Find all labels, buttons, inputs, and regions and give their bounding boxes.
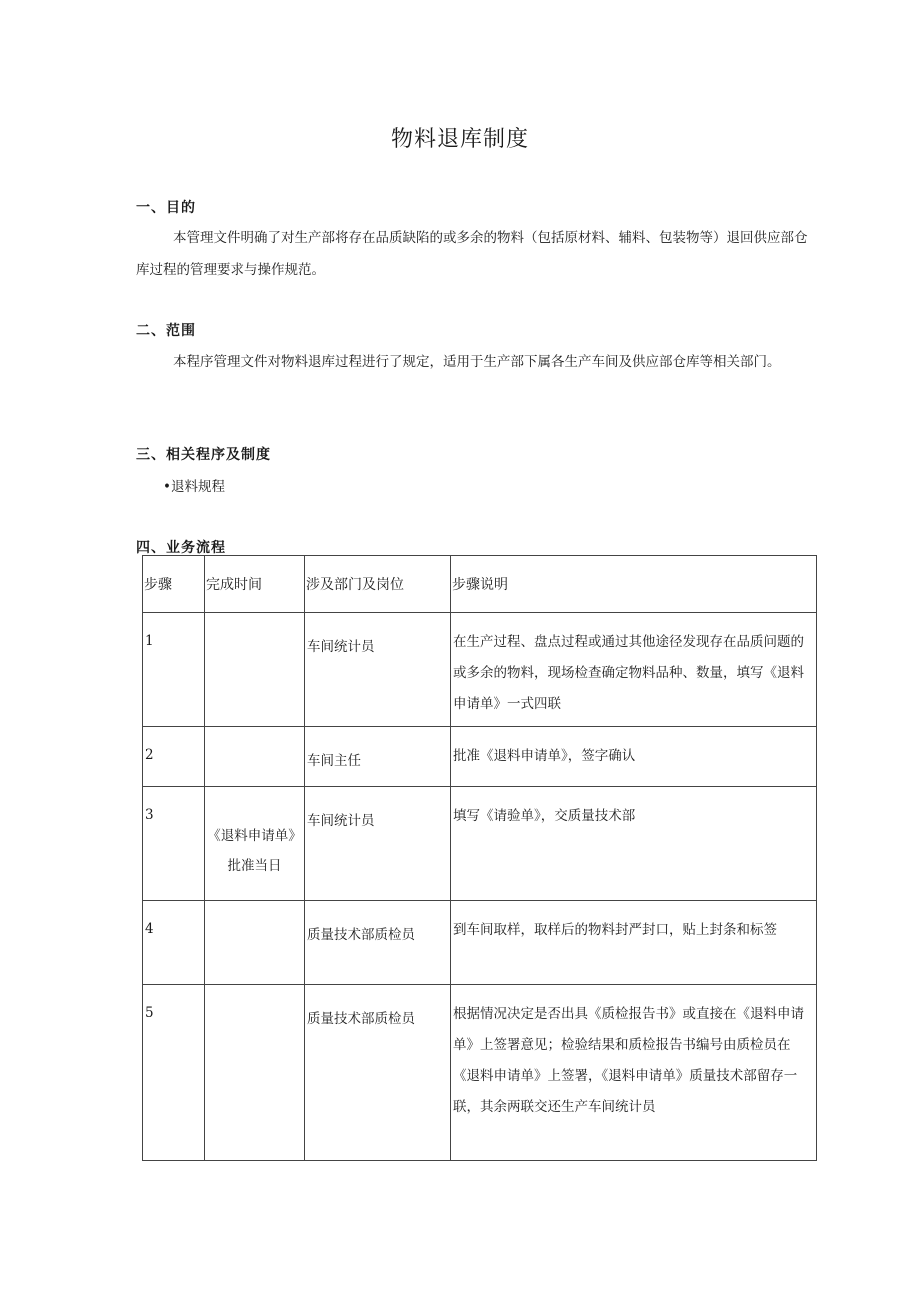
step-dept: 质量技术部质检员 bbox=[305, 985, 451, 1161]
table-row bbox=[143, 901, 817, 985]
step-time bbox=[205, 985, 305, 1161]
step-time bbox=[205, 901, 305, 985]
header-desc: 步骤说明 bbox=[451, 556, 817, 613]
header-dept: 涉及部门及岗位 bbox=[305, 556, 451, 613]
step-dept: 车间统计员 bbox=[305, 613, 451, 727]
process-table bbox=[142, 555, 817, 1161]
header-time: 完成时间 bbox=[205, 556, 305, 613]
step-dept: 车间主任 bbox=[305, 727, 451, 787]
step-time bbox=[205, 613, 305, 727]
section-text-purpose: 本管理文件明确了对生产部将存在品质缺陷的或多余的物料（包括原材料、辅料、包装物等）退回供应部仓库过程的管理要求与操作规范。 bbox=[136, 230, 808, 278]
table-row bbox=[143, 613, 817, 727]
step-time bbox=[205, 727, 305, 787]
related-procedure-item: •退料规程 bbox=[163, 479, 225, 495]
table-row bbox=[143, 787, 817, 901]
step-desc: 根据情况决定是否出具《质检报告书》或直接在《退料申请单》上签署意见；检验结果和质检报告书编号由质检员在《退料申请单》上签署，《退料申请单》质量技术部留存一联，其余两联交还生产车间统计员 bbox=[451, 985, 817, 1161]
step-number: 4 bbox=[143, 901, 205, 985]
step-number: 1 bbox=[143, 613, 205, 727]
document-title: 物料退库制度 bbox=[390, 127, 529, 152]
table-header-row bbox=[143, 556, 817, 613]
step-desc: 批准《退料申请单》，签字确认 bbox=[451, 727, 817, 787]
step-desc: 在生产过程、盘点过程或通过其他途径发现存在品质问题的或多余的物料，现场检查确定物料品种、数量，填写《退料申请单》一式四联 bbox=[451, 613, 817, 727]
step-dept: 质量技术部质检员 bbox=[305, 901, 451, 985]
section-heading-process: 四、业务流程 bbox=[136, 540, 226, 556]
section-heading-related: 三、相关程序及制度 bbox=[136, 447, 271, 463]
table-row bbox=[143, 727, 817, 787]
step-number: 2 bbox=[143, 727, 205, 787]
step-time: 《退料申请单》批准当日 bbox=[205, 787, 305, 901]
section-heading-scope: 二、范围 bbox=[136, 323, 196, 339]
section-heading-purpose: 一、目的 bbox=[136, 200, 196, 216]
table-row bbox=[143, 985, 817, 1161]
step-dept: 车间统计员 bbox=[305, 787, 451, 901]
step-number: 3 bbox=[143, 787, 205, 901]
header-step: 步骤 bbox=[143, 556, 205, 613]
step-desc: 到车间取样，取样后的物料封严封口，贴上封条和标签 bbox=[451, 901, 817, 985]
step-number: 5 bbox=[143, 985, 205, 1161]
step-desc: 填写《请验单》，交质量技术部 bbox=[451, 787, 817, 901]
section-text-scope: 本程序管理文件对物料退库过程进行了规定，适用于生产部下属各生产车间及供应部仓库等相关部门。 bbox=[173, 354, 781, 370]
